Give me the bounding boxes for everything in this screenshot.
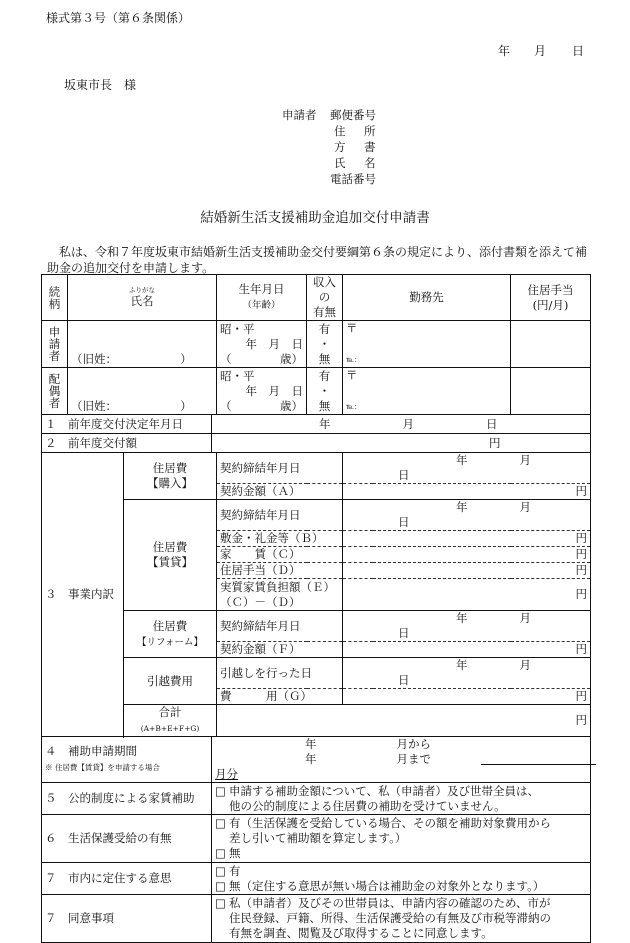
moving-date-label: 引越しを行った日: [217, 658, 343, 689]
spouse-row: [42, 368, 591, 415]
prev-decision-label: １ 前年度交付決定年月日: [42, 415, 212, 434]
applicant-block: [282, 107, 376, 187]
row-residence-intent: [42, 863, 591, 895]
date-day[interactable]: 日: [571, 44, 584, 58]
moving-cost-field[interactable]: 円: [343, 689, 591, 705]
row-rent-subsidy: [42, 783, 591, 815]
applicant-allowance-field[interactable]: [511, 321, 591, 368]
housing-allowance-label: 住居手当（Ｄ）: [217, 563, 343, 579]
spouse-name-field[interactable]: （旧姓： ）: [68, 368, 217, 415]
applicant-row: [42, 321, 591, 368]
reform-category: 住居費 【リフォーム】: [124, 611, 217, 658]
relation-spouse: 配 偶 者: [42, 368, 68, 415]
rent-label: 家 賃（Ｃ）: [217, 547, 343, 563]
date-month[interactable]: 月: [533, 44, 546, 58]
form-number: 様式第３号（第６条関係）: [46, 11, 191, 25]
row-prev-decision-date: [42, 415, 591, 434]
actual-rent-burden-label: 実質家賃負担額（Ｅ） （Ｃ）－（Ｄ）: [217, 579, 343, 611]
rent-subsidy-checkbox[interactable]: □: [215, 783, 226, 798]
housing-allowance-field[interactable]: 円: [343, 563, 591, 579]
rent-category: 住居費 【賃貸】: [124, 500, 217, 611]
rent-subsidy-field: □ 申請する補助金額について、私（申請者）及び世帯全員は、 他の公的制度による住居費の補助を受けていません。: [212, 783, 591, 815]
spouse-workplace-field[interactable]: 〒 ℡：: [343, 368, 511, 415]
rent-contract-date-field[interactable]: 年 月日: [343, 500, 591, 531]
consent-label: ７ 同意事項: [42, 895, 212, 943]
phone-label[interactable]: 電話番号: [330, 172, 376, 186]
moving-category: 引越費用: [124, 658, 217, 705]
spouse-income-field[interactable]: 有 ・ 無: [307, 368, 343, 415]
rent-deposit-label: 敷金・礼金等（Ｂ）: [217, 531, 343, 547]
relation-applicant: 申 請 者: [42, 321, 68, 368]
buy-amount-label: 契約金額（Ａ）: [217, 484, 343, 500]
reform-amount-label: 契約金額（Ｆ）: [217, 642, 343, 658]
postal-label[interactable]: 郵便番号: [330, 108, 376, 122]
rent-contract-date-label: 契約締結年月日: [217, 500, 343, 531]
rent-deposit-field[interactable]: 円: [343, 531, 591, 547]
address-label-2[interactable]: 所: [364, 124, 376, 138]
welfare-yes-checkbox[interactable]: □: [215, 816, 226, 830]
rent-field[interactable]: 円: [343, 547, 591, 563]
buy-contract-date-field[interactable]: 年 月日: [343, 453, 591, 484]
direction-label-1: 方: [334, 140, 346, 154]
row-application-period: [42, 737, 591, 783]
residence-intent-label: ７ 市内に定住する意思: [42, 863, 212, 895]
header-workplace: 勤務先: [343, 275, 511, 321]
date-year[interactable]: 年: [497, 44, 510, 58]
row-consent: [42, 895, 591, 943]
buy-category: 住居費 【購入】: [124, 453, 217, 500]
name-label-2[interactable]: 名: [364, 156, 376, 170]
direction-label-2[interactable]: 書: [364, 140, 376, 154]
header-name: ふりがな 氏名: [68, 275, 217, 321]
prev-amount-field[interactable]: 円: [212, 434, 591, 453]
addressee: 坂東市長 様: [64, 78, 137, 92]
intent-no-checkbox[interactable]: □: [215, 878, 226, 893]
prev-decision-date-field[interactable]: 年 月 日: [212, 415, 591, 434]
consent-checkbox[interactable]: □: [215, 896, 226, 910]
header-income: 収入の 有無: [307, 275, 343, 321]
welfare-field: □ 有（生活保護を受給している場合、その額を補助対象費用から 差し引いて補助額を算定します。） □ 無: [212, 815, 591, 863]
rent-subsidy-label: ５ 公的制度による家賃補助: [42, 783, 212, 815]
header-relation: 続柄: [42, 275, 68, 321]
intent-yes-checkbox[interactable]: □: [215, 863, 226, 878]
application-table: [41, 274, 591, 943]
total-field[interactable]: 円: [217, 705, 591, 737]
row-prev-amount: [42, 434, 591, 453]
name-label-1: 氏: [334, 156, 346, 170]
applicant-birth-field[interactable]: 昭・平 年 月 日 （ 歳）: [217, 321, 307, 368]
applicant-income-field[interactable]: 有 ・ 無: [307, 321, 343, 368]
header-birth: 生年月日 （年齢）: [217, 275, 307, 321]
intro-text: 私は、令和７年度坂東市結婚新生活支援補助金交付要綱第６条の規定により、添付書類を添えて補助金の追加交付を申請します。: [47, 245, 588, 275]
document-title: 結婚新生活支援補助金追加交付申請書: [200, 210, 430, 226]
moving-date-field[interactable]: 年 月日: [343, 658, 591, 689]
welfare-no-checkbox[interactable]: □: [215, 846, 226, 860]
address-label-1: 住: [334, 124, 346, 138]
date-line: [476, 42, 584, 59]
business-breakdown-label: ３ 事業内訳: [42, 453, 124, 737]
spouse-allowance-field[interactable]: [511, 368, 591, 415]
reform-contract-date-field[interactable]: 年 月日: [343, 611, 591, 642]
actual-rent-burden-field[interactable]: 円: [343, 579, 591, 611]
header-allowance: 住居手当 (円/月): [511, 275, 591, 321]
row-welfare: [42, 815, 591, 863]
residence-intent-field: □ 有 □ 無（定住する意思が無い場合は補助金の対象外となります。）: [212, 863, 591, 895]
period-label: ４ 補助申請期間 ※ 住居費【賃貸】を申請する場合: [42, 737, 212, 783]
applicant-workplace-field[interactable]: 〒 ℡：: [343, 321, 511, 368]
applicant-label: 申請者: [282, 108, 317, 122]
period-field[interactable]: 年 月から 年 月まで 月分: [212, 737, 591, 783]
reform-contract-date-label: 契約締結年月日: [217, 611, 343, 642]
welfare-label: ６ 生活保護受給の有無: [42, 815, 212, 863]
consent-field: □ 私（申請者）及びその世帯員は、申請内容の確認のため、市が 住民登録、戸籍、所得、生活保護受給の有無及び市税等滞納の 有無を調査、閲覧及び取得することに同意します。: [212, 895, 591, 943]
applicant-name-field[interactable]: （旧姓： ）: [68, 321, 217, 368]
prev-amount-label: ２ 前年度交付額: [42, 434, 212, 453]
buy-contract-date-label: 契約締結年月日: [217, 453, 343, 484]
moving-cost-label: 費 用（Ｇ）: [217, 689, 343, 705]
buy-amount-field[interactable]: 円: [343, 484, 591, 500]
spouse-birth-field[interactable]: 昭・平 年 月 日 （ 歳）: [217, 368, 307, 415]
reform-amount-field[interactable]: 円: [343, 642, 591, 658]
total-label: 合計 (A+B+E+F+G): [124, 705, 217, 737]
